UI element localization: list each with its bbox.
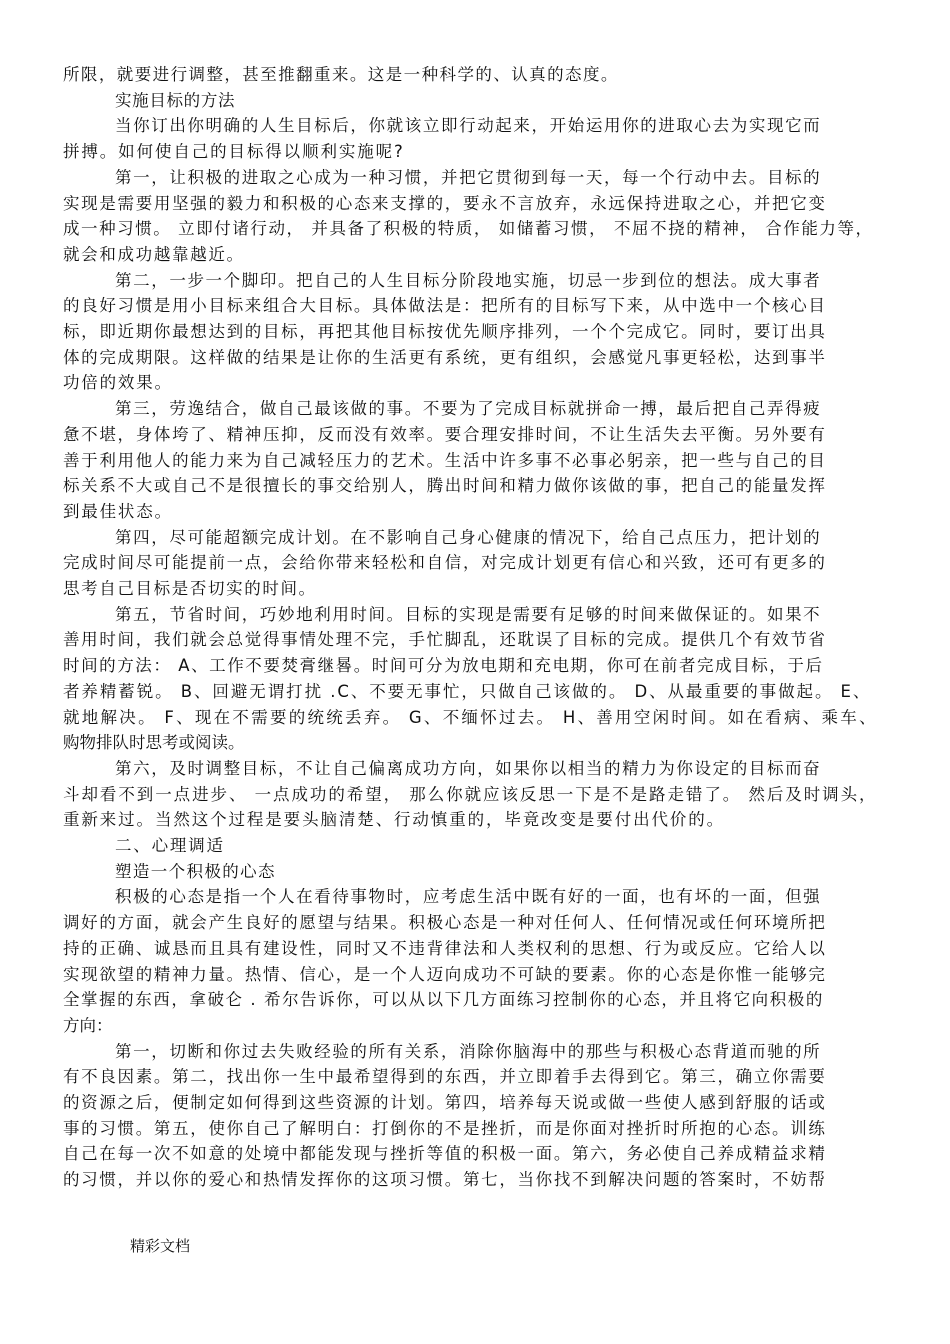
text-line: 的资源之后，便制定如何得到这些资源的计划。第四，培养每天说或做一些使人感到舒服的话或 (63, 1093, 827, 1112)
text-line: 第一，切断和你过去失败经验的所有关系，消除你脑海中的那些与积极心态背道而驰的所 (115, 1041, 822, 1061)
text-line: 体的完成期限。这样做的结果是让你的生活更有系统，更有组织，会感觉凡事更轻松，达到事半 (63, 347, 827, 367)
text-line: 积极的心态是指一个人在看待事物时，应考虑生活中既有好的一面，也有坏的一面，但强 (115, 887, 822, 907)
text-line: 当你订出你明确的人生目标后，你就该立即行动起来，开始运用你的进取心去为实现它而 (115, 116, 822, 136)
text-line: 就地解决。 F、现在不需要的统统丢弃。 G、不缅怀过去。 H、善用空闲时间。如在看病、乘车、 (63, 707, 878, 727)
text-line: 就会和成功越靠越近。 (63, 244, 245, 264)
text-line: 第五，节省时间，巧妙地利用时间。目标的实现是需要有足够的时间来做保证的。如果不 (115, 604, 822, 624)
text-line: 购物排队时思考或阅读。 (63, 733, 245, 753)
text-line: 善用时间，我们就会总觉得事情处理不完，手忙脚乱，还耽误了目标的完成。提供几个有效节省 (63, 630, 827, 650)
text-line: 标，即近期你最想达到的目标，再把其他目标按优先顺序排列，一个个完成它。同时，要订出具 (63, 322, 827, 341)
text-line: 实现是需要用坚强的毅力和积极的心态来支撑的，要永不言放弃，永远保持进取之心，并把它变 (63, 193, 827, 213)
text-line: 功倍的效果。 (63, 373, 173, 393)
text-line: 重新来过。当然这个过程是要头脑清楚、行动慎重的，毕竟改变是要付出代价的。 (63, 810, 726, 830)
text-line: 有不良因素。第二，找出你一生中最希望得到的东西，并立即着手去得到它。第三，确立你需要 (63, 1067, 827, 1087)
text-line: 到最佳状态。 (63, 501, 173, 521)
text-line: 第三，劳逸结合，做自己最该做的事。不要为了完成目标就拼命一搏，最后把自己弄得疲 (115, 399, 822, 419)
text-line: 的良好习惯是用小目标来组合大目标。具体做法是：把所有的目标写下来，从中选中一个核心目 (63, 296, 827, 316)
text-line: 时间的方法： A、工作不要焚膏继晷。时间可分为放电期和充电期，你可在前者完成目标，于后 (63, 656, 824, 676)
text-line: 标关系不大或自己不是很擅长的事交给别人，腾出时间和精力做你该做的事，把自己的能量发挥 (63, 476, 827, 496)
text-line: 调好的方面，就会产生良好的愿望与结果。积极心态是一种对任何人、任何情况或任何环境所把 (63, 913, 827, 933)
text-line: 全掌握的东西，拿破仑 . 希尔告诉你，可以从以下几方面练习控制你的心态，并且将它向积极的 (63, 990, 824, 1010)
text-line: 拼搏。如何使自己的目标得以顺利实施呢? (63, 142, 405, 162)
text-line: 完成时间尽可能提前一点，会给你带来轻松和自信，对完成计划更有信心和兴致，还可有更多的 (63, 553, 827, 573)
text-line: 第一，让积极的进取之心成为一种习惯，并把它贯彻到每一天，每一个行动中去。目标的 (115, 167, 822, 187)
page-footer: 精彩文档 (130, 1237, 191, 1255)
text-line: 者养精蓄锐。 B、回避无谓打扰 .C、不要无事忙，只做自己该做的。 D、从最重要的事做起。 E、 (63, 681, 872, 701)
text-line: 第四，尽可能超额完成计划。在不影响自己身心健康的情况下，给自己点压力，把计划的 (115, 527, 822, 547)
text-line: 成一种习惯。 立即付诸行动， 并具备了积极的特质， 如储蓄习惯， 不屈不挠的精神， 合作能力等， (63, 219, 874, 239)
text-line: 惫不堪，身体垮了、精神压抑，反而没有效率。要合理安排时间，不让生活失去平衡。另外要有 (63, 424, 827, 444)
text-line: 第六，及时调整目标，不让自己偏离成功方向，如果你以相当的精力为你设定的目标而奋 (115, 758, 822, 778)
text-line: 的习惯，并以你的爱心和热情发挥你的这项习惯。第七，当你找不到解决问题的答案时，不妨帮 (63, 1170, 827, 1190)
text-line: 方向： (63, 1015, 113, 1035)
text-line: 塑造一个积极的心态 (115, 861, 276, 881)
text-line: 斗却看不到一点进步、 一点成功的希望， 那么你就应该反思一下是不是路走错了。 然后及时调头， (63, 784, 878, 804)
text-line: 事的习惯。第五，使你自己了解明白：打倒你的不是挫折，而是你面对挫折时所抱的心态。训练 (63, 1118, 827, 1138)
text-line: 二、心理调适 (115, 836, 225, 855)
text-line: 所限，就要进行调整，甚至推翻重来。这是一种科学的、认真的态度。 (63, 65, 619, 84)
text-line: 思考自己目标是否切实的时间。 (63, 579, 317, 598)
text-line: 第二，一步一个脚印。把自己的人生目标分阶段地实施，切忌一步到位的想法。成大事者 (115, 270, 822, 290)
text-line: 持的正确、诚恳而且具有建设性，同时又不违背律法和人类权利的思想、行为或反应。它给人以 (63, 938, 827, 958)
text-line: 实施目标的方法 (115, 90, 236, 110)
text-line: 善于利用他人的能力来为自己减轻压力的艺术。生活中许多事不必事必躬亲，把一些与自己的目 (63, 450, 827, 470)
text-line: 实现欲望的精神力量。热情、信心，是一个人迈向成功不可缺的要素。你的心态是你惟一能够完 (63, 964, 827, 984)
text-line: 自己在每一次不如意的处境中都能发现与挫折等值的积极一面。第六，务必使自己养成精益求精 (63, 1144, 827, 1164)
